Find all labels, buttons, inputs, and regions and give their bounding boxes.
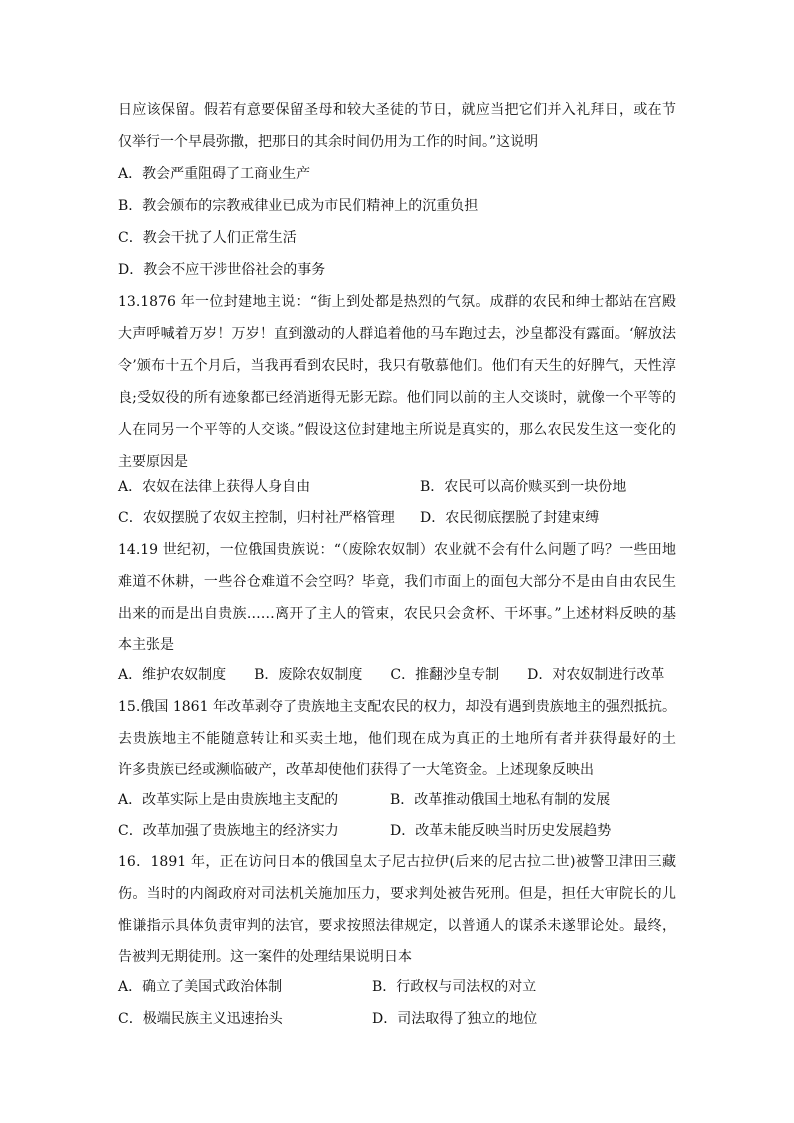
q13-option-b[interactable]: B．农民可以高价赎买到一块份地 <box>420 479 627 495</box>
q14-text-line: 本主张是 <box>118 637 174 653</box>
q14-text-line: 难道不休耕，一些谷仓难道不会空吗？毕竟，我们市面上的面包大部分不是由自由农民生 <box>118 574 676 590</box>
q13-text-line: 令’颁布十五个月后，当我再看到农民时，我只有敬慕他们。他们有天生的好脾气，天性淳 <box>118 358 676 374</box>
q13-option-c[interactable]: C．农奴摆脱了农奴主控制，归村社严格管理 <box>118 510 395 526</box>
q15-option-c[interactable]: C．改革加强了贵族地主的经济实力 <box>118 823 339 839</box>
q14-text-line: 出来的而是出自贵族……离开了主人的管束，农民只会贪杯、干坏事。”上述材料反映的基 <box>118 606 676 622</box>
q15-text-line: 去贵族地主不能随意转让和买卖土地，他们现在成为真正的土地所有者并获得最好的土 <box>118 731 676 747</box>
q14-options-row[interactable]: A．维护农奴制度 B．废除农奴制度 C．推翻沙皇专制 D．对农奴制进行改革 <box>118 667 665 683</box>
q16-text-line: 伤。当时的内阁政府对司法机关施加压力，要求判处被告死刑。但是，担任大审院长的儿 <box>118 886 676 902</box>
q13-text-line: 大声呼喊着万岁！万岁！直到激动的人群追着他的马车跑过去，沙皇都没有露面。‘解放法 <box>118 326 676 342</box>
q15-option-d[interactable]: D．改革未能反映当时历史发展趋势 <box>390 823 612 839</box>
q13-text-line: 良;受奴役的所有迹象都已经消逝得无影无踪。他们同以前的主人交谈时，就像一个平等的 <box>118 390 676 406</box>
q15-option-a[interactable]: A．改革实际上是由贵族地主支配的 <box>118 792 339 808</box>
q13-option-a[interactable]: A．农奴在法律上获得人身自由 <box>118 479 311 495</box>
q13-text-line: 主要原因是 <box>118 454 188 470</box>
q13-option-d[interactable]: D．农民彻底摆脱了封建束缚 <box>420 510 600 526</box>
q12-option-c[interactable]: C．教会干扰了人们正常生活 <box>118 230 297 246</box>
q12-option-a[interactable]: A．教会严重阻碍了工商业生产 <box>118 166 311 182</box>
q12-option-b[interactable]: B．教会颁布的宗教戒律业已成为市民们精神上的沉重负担 <box>118 198 479 214</box>
q16-text-line: 惟谦指示具体负责审判的法官，要求按照法律规定，以普通人的谋杀未遂罪论处。最终， <box>118 918 676 934</box>
q16-option-b[interactable]: B．行政权与司法权的对立 <box>372 979 537 995</box>
q16-option-a[interactable]: A．确立了美国式政治体制 <box>118 979 283 995</box>
q13-text-line: 13.1876 年一位封建地主说：“街上到处都是热烈的气氛。成群的农民和绅士都站在宫殿 <box>118 294 676 310</box>
q16-option-d[interactable]: D．司法取得了独立的地位 <box>372 1011 538 1027</box>
q12-option-d[interactable]: D．教会不应干涉世俗社会的事务 <box>118 262 326 278</box>
q13-text-line: 人在同另一个平等的人交谈。”假设这位封建地主所说是真实的，那么农民发生这一变化的 <box>118 422 676 438</box>
q16-text-line: 16．1891 年，正在访问日本的俄国皇太子尼古拉伊(后来的尼古拉二世)被警卫津田三藏 <box>118 854 676 870</box>
q15-text-line: 15.俄国 1861 年改革剥夺了贵族地主支配农民的权力，却没有遇到贵族地主的强烈抵抗。 <box>118 699 676 715</box>
q14-text-line: 14.19 世纪初，一位俄国贵族说：“（废除农奴制）农业就不会有什么问题了吗？一些田地 <box>118 542 676 558</box>
q16-text-line: 告被判无期徒刑。这一案件的处理结果说明日本 <box>118 949 412 965</box>
q15-text-line: 许多贵族已经或濒临破产，改革却使他们获得了一大笔资金。上述现象反映出 <box>118 762 594 778</box>
q12-text-line: 日应该保留。假若有意要保留圣母和较大圣徒的节日，就应当把它们并入礼拜日，或在节 <box>118 102 676 118</box>
q15-option-b[interactable]: B．改革推动俄国土地私有制的发展 <box>390 792 611 808</box>
q16-option-c[interactable]: C．极端民族主义迅速抬头 <box>118 1011 283 1027</box>
q12-text-line: 仅举行一个早晨弥撒，把那日的其余时间仍用为工作的时间。”这说明 <box>118 134 539 150</box>
